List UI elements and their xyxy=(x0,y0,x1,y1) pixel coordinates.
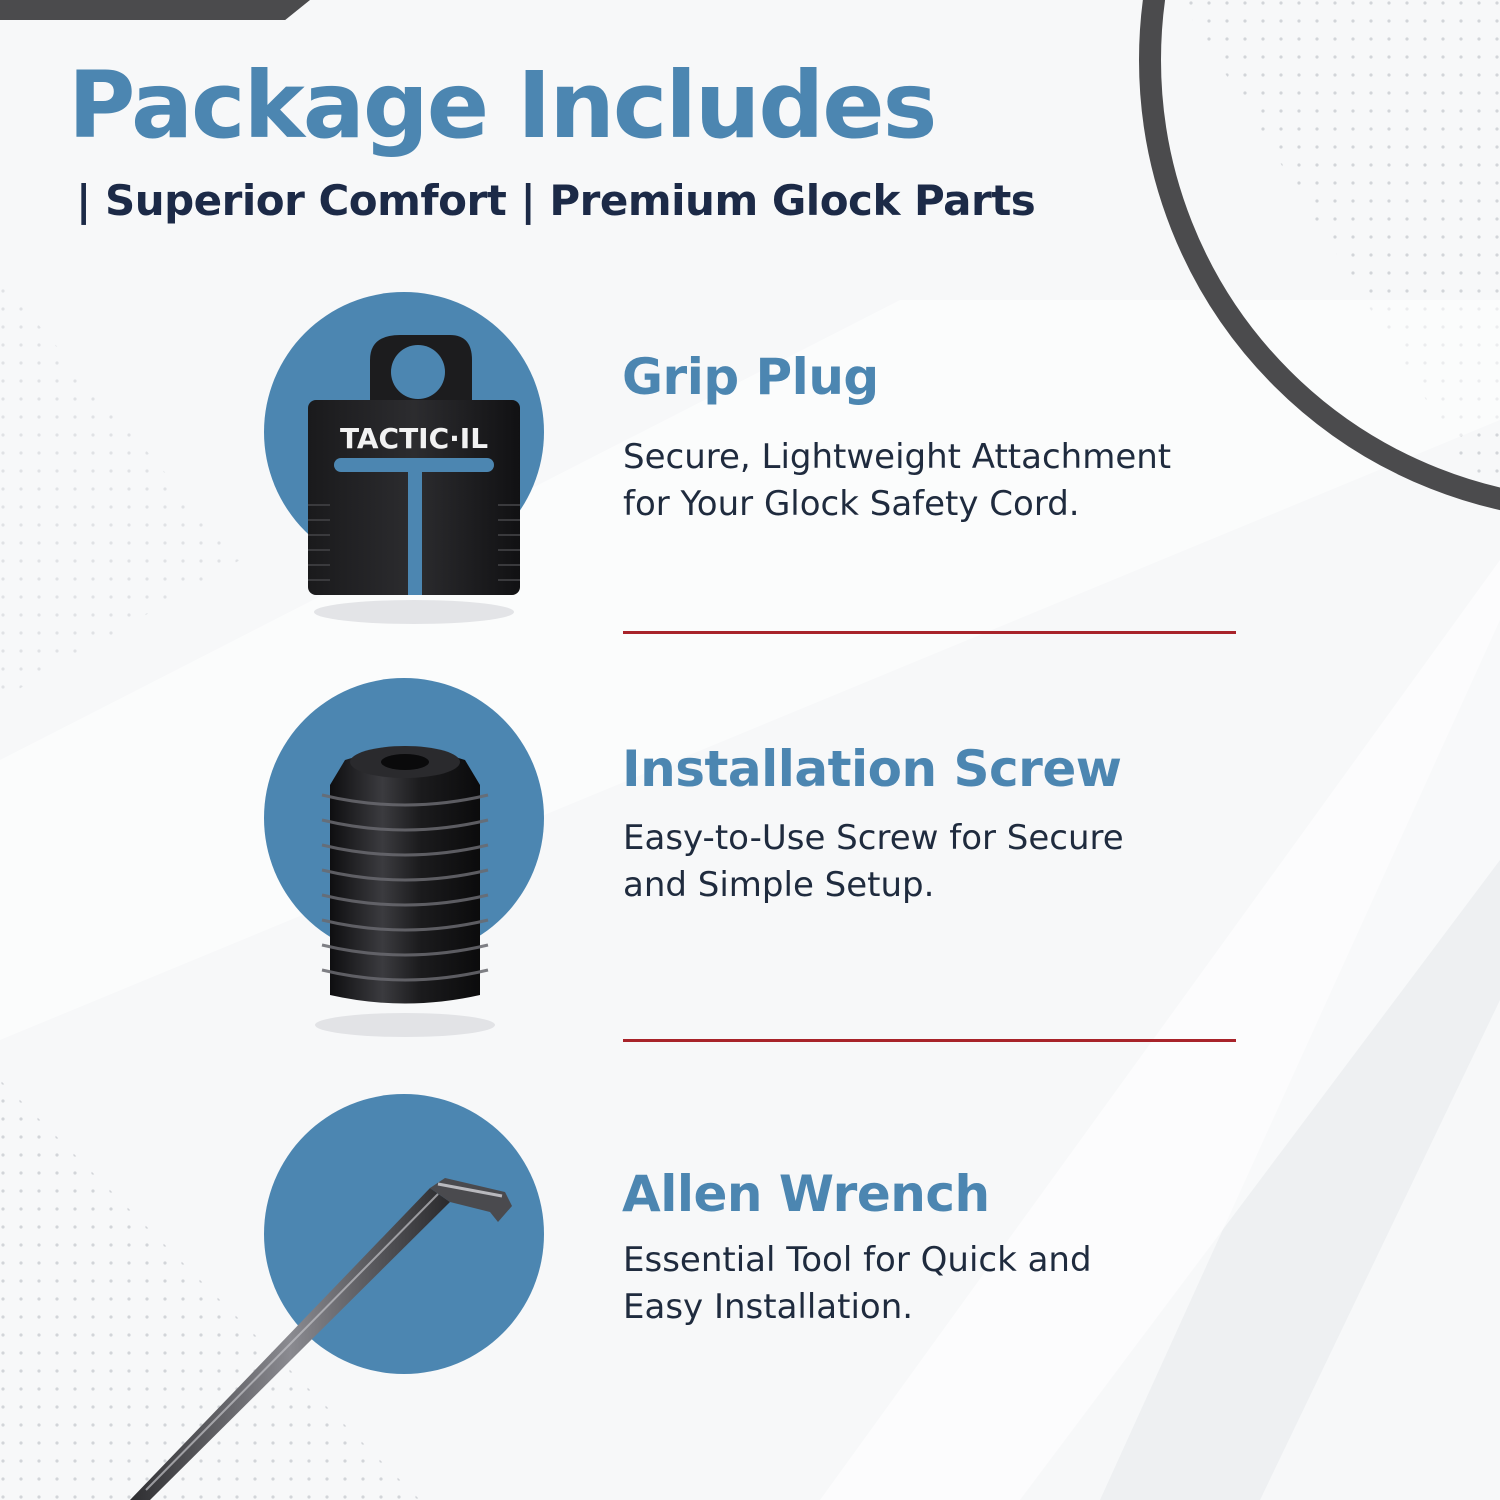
divider-1 xyxy=(623,631,1236,634)
installation-screw-description xyxy=(623,815,1263,909)
allen-wrench-title: Allen Wrench xyxy=(622,1165,990,1223)
allen-wrench-description-line-2: Easy Installation. xyxy=(623,1287,914,1327)
grip-plug-image xyxy=(300,330,530,650)
grip-plug-description-line-1: Secure, Lightweight Attachment xyxy=(623,437,1172,477)
allen-wrench-image xyxy=(120,1170,530,1500)
page-subtitle: | Superior Comfort | Premium Glock Parts xyxy=(76,176,1036,225)
allen-wrench-description xyxy=(623,1237,1263,1331)
top-tab-decoration xyxy=(0,0,310,20)
grip-plug-description xyxy=(623,434,1263,528)
set-screw-image xyxy=(300,740,510,1050)
grip-plug-description-line-2: for Your Glock Safety Cord. xyxy=(623,484,1080,524)
installation-screw-description-line-2: and Simple Setup. xyxy=(623,865,935,905)
installation-screw-description-line-1: Easy-to-Use Screw for Secure xyxy=(623,818,1124,858)
allen-wrench-description-line-1: Essential Tool for Quick and xyxy=(623,1240,1092,1280)
installation-screw-title: Installation Screw xyxy=(622,740,1122,798)
engraving-text: TACTIC·IL xyxy=(339,422,489,455)
divider-2 xyxy=(623,1039,1236,1042)
page-title: Package Includes xyxy=(68,52,936,159)
grip-plug-title: Grip Plug xyxy=(622,348,879,406)
